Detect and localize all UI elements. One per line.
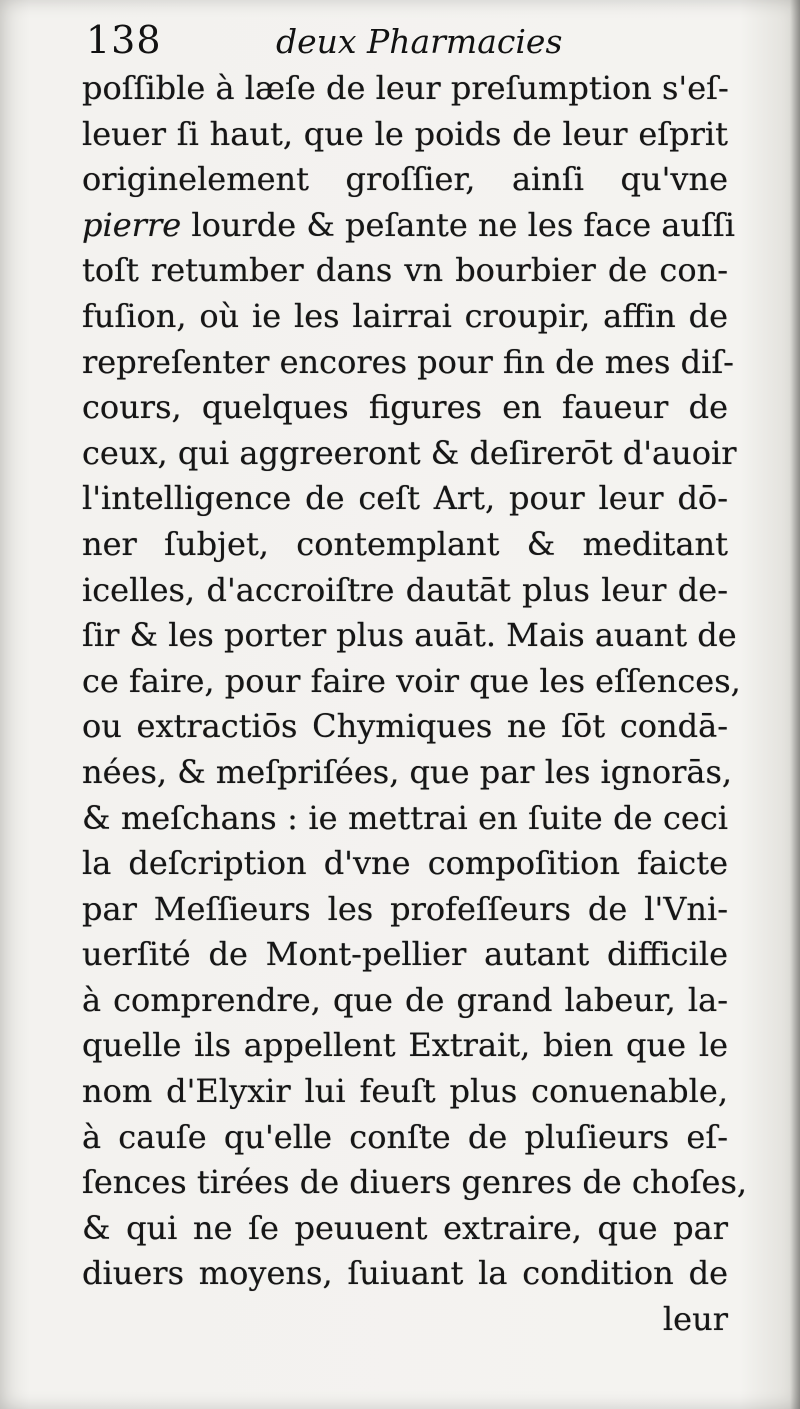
text-line [82,203,735,249]
text-line: fuſion, où ie les lairrai croupir, affin de [82,296,728,335]
text-line: quelle ils appellent Extrait, bien que le [82,1026,728,1065]
text-line: repreſenter encores pour fin de mes diſ- [82,342,734,381]
text-line: cours, quelques figures en faueur de [82,388,728,427]
text-line: originelement groſſier, ainſi qu'vne [82,160,728,199]
text-line: par Meſſieurs les profeſſeurs de l'Vni- [82,889,728,928]
text-line: uerſité de Mont-pellier autant difficile [82,935,728,974]
page-number: 138 [86,18,162,62]
text-line: nom d'Elyxir lui feuſt plus conuenable, [82,1072,728,1111]
page-header [86,14,726,70]
text-line: toſt retumber dans vn bourbier de con- [82,251,728,290]
text-line: à cauſe qu'elle conſte de pluſieurs eſ- [82,1117,728,1156]
text-line: diuers moyens, ſuiuant la condition de [82,1254,728,1293]
text-line: ceux, qui aggreeront & deſirerōt d'auoir [82,433,737,472]
text-line: icelles, d'accroiſtre dautāt plus leur de- [82,570,728,609]
text-line: ſir & les porter plus auāt. Mais auant de [82,616,737,655]
catchword: leur [662,1300,728,1339]
text-line: ſences tirées de diuers genres de choſes, [82,1163,748,1202]
text-line: à comprendre, que de grand labeur, la- [82,980,728,1019]
italic-word: pierre [82,205,182,244]
text-line: ner ſubjet, contemplant & meditant [82,524,728,563]
running-head: deux Pharmacies [276,22,563,61]
text-line: & qui ne ſe peuuent extraire, que par [82,1208,728,1247]
text-line: l'intelligence de ceſt Art, pour leur dō- [82,479,728,518]
text-line: & meſchans : ie mettrai en ſuite de ceci [82,798,728,837]
text-line: leuer ſi haut, que le poids de leur eſprit [82,114,728,153]
text-line: ou extractiōs Chymiques ne ſōt condā- [82,707,728,746]
text-line: poſſible à læſe de leur preſumption s'eſ- [82,69,729,107]
text-line: la deſcription d'vne compoſition faicte [82,844,728,883]
body-text [82,66,748,1343]
text-line-rest: lourde & peſante ne les face auſſi [191,205,735,244]
text-line: nées, & meſpriſées, que par les ignorās, [82,752,733,791]
text-line: ce faire, pour faire voir que les eſſences, [82,661,741,700]
